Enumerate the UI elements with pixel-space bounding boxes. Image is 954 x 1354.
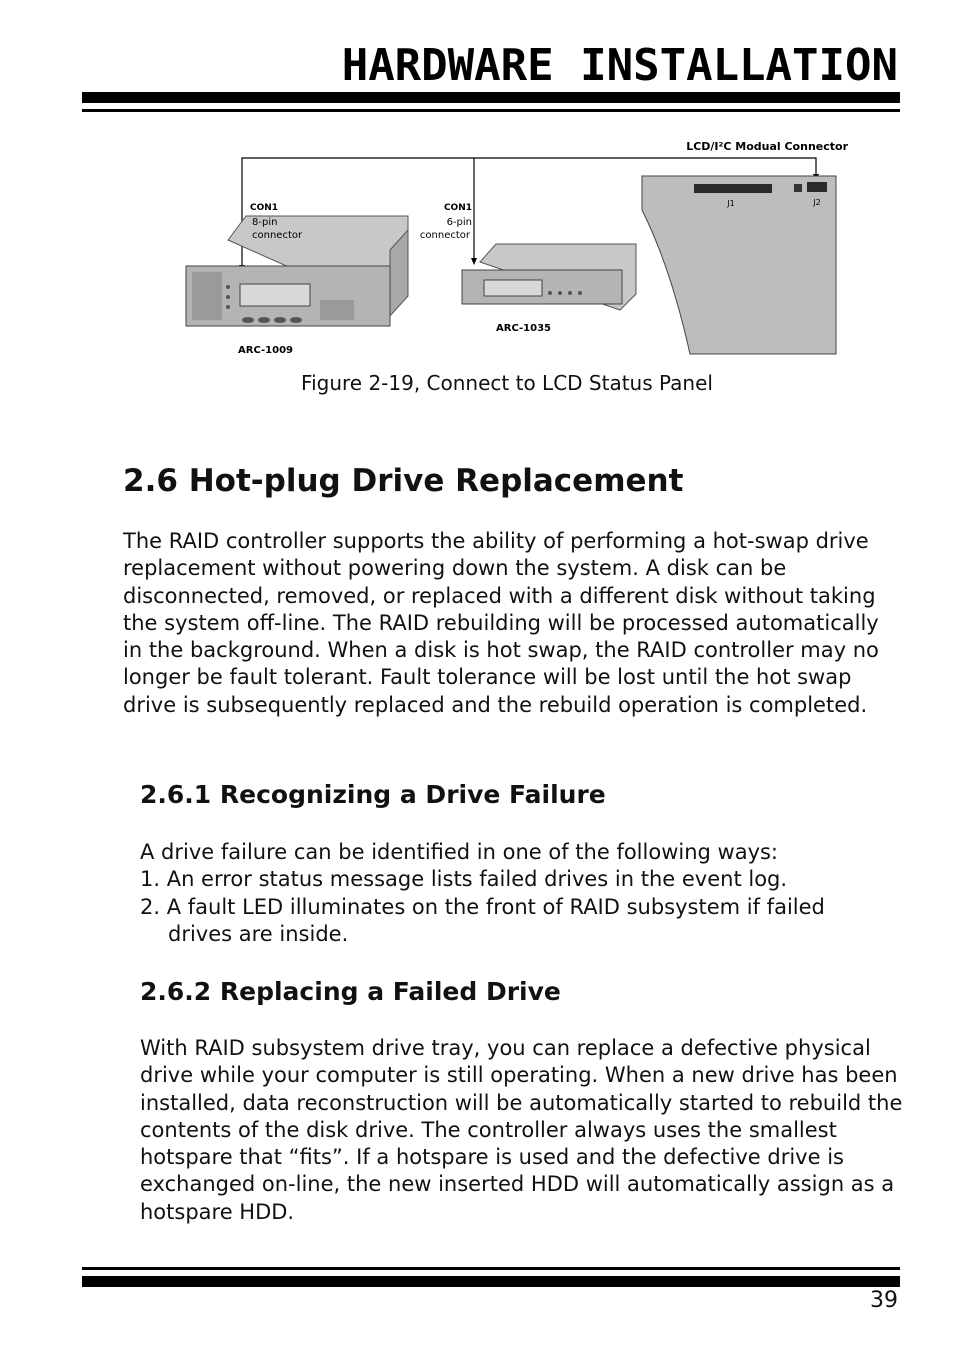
footer-rule-thin bbox=[82, 1267, 900, 1270]
j1-label: J1 bbox=[727, 199, 735, 208]
con1-left-desc-line2: connector bbox=[252, 230, 303, 241]
con1-right-label: CON1 bbox=[443, 203, 472, 213]
page-header-title: HARDWARE INSTALLATION bbox=[341, 40, 898, 91]
list-item: A drive failure can be identified in one of the following ways: bbox=[140, 840, 779, 864]
arc-1035-model-label: ARC-1035 bbox=[496, 323, 551, 334]
arc-1035-panel-illustration bbox=[462, 244, 636, 310]
drive-failure-list bbox=[140, 839, 880, 948]
con1-left-desc-line1: 8-pin bbox=[252, 217, 278, 228]
list-item: 2. A fault LED illuminates on the front of RAID subsystem if failed drives are inside. bbox=[140, 894, 825, 946]
j2-label: J2 bbox=[813, 198, 821, 207]
section-2-6-heading: 2.6 Hot-plug Drive Replacement bbox=[123, 463, 684, 499]
section-2-6-body: The RAID controller supports the ability of performing a hot-swap drive replacement without powering down the system. A disk can be disconnected, removed, or replaced with a different disk without taking the system off-line. The RAID rebuilding will be processed automatically in the background. When a disk is hot swap, the RAID controller may no longer be fault tolerant. Fault tolerance will be lost until the hot swap drive is subsequently replaced and the rebuild operation is completed. bbox=[123, 529, 879, 717]
con1-right-desc-line1: 6-pin bbox=[446, 217, 472, 228]
section-2-6-1-heading: 2.6.1 Recognizing a Drive Failure bbox=[140, 780, 606, 809]
lcd-connection-figure bbox=[180, 130, 860, 366]
list-item: 1. An error status message lists failed drives in the event log. bbox=[140, 867, 788, 892]
footer-rule-thick bbox=[82, 1276, 900, 1287]
connector-title-label: LCD/I²C Modual Connector bbox=[686, 140, 848, 153]
header-rule-thin bbox=[82, 109, 900, 112]
arc-1009-model-label: ARC-1009 bbox=[238, 345, 293, 356]
section-2-6-2-heading: 2.6.2 Replacing a Failed Drive bbox=[140, 977, 561, 1006]
arrow-con1-right-icon bbox=[471, 258, 477, 265]
con1-right-desc-line2: connector bbox=[419, 230, 470, 241]
con1-left-label: CON1 bbox=[250, 203, 279, 213]
figure-caption: Figure 2-19, Connect to LCD Status Panel bbox=[301, 371, 713, 395]
controller-board-illustration bbox=[642, 176, 836, 354]
header-rule-thick bbox=[82, 92, 900, 103]
section-2-6-2-body: With RAID subsystem drive tray, you can replace a defective physical drive while your computer is still operating. When a new drive has been installed, data reconstruction will be automatically started to rebuild the contents of the disk drive. The controller always uses the smallest hotspare that “fits”. If a hotspare is used and the defective drive is exchanged on-line, the new inserted HDD will automatically assign as a hotspare HDD. bbox=[140, 1036, 903, 1224]
page-number: 39 bbox=[870, 1288, 898, 1313]
